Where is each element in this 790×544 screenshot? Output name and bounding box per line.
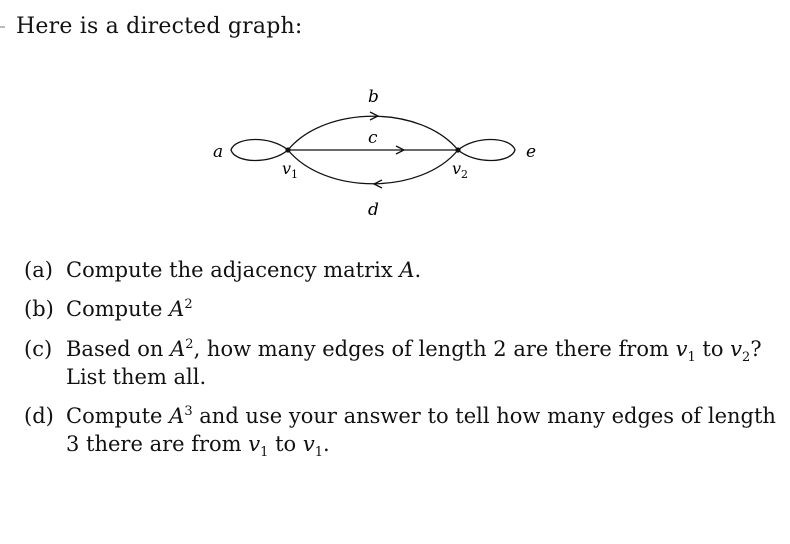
vertex-v1 xyxy=(285,147,290,152)
question-c-line2: List them all. xyxy=(66,365,207,389)
edge-label-d: d xyxy=(368,200,379,220)
question-d-label: (d) xyxy=(24,404,54,428)
edge-a-loop xyxy=(231,139,288,160)
edge-d xyxy=(288,150,458,184)
question-b: (b) Compute $A^2$ xyxy=(24,297,193,321)
edge-label-b: b xyxy=(368,87,379,107)
vertex-label-v2: $v_2$ xyxy=(452,159,469,181)
question-c-label: (c) xyxy=(24,337,53,361)
vertex-label-v1: $v_1$ xyxy=(282,159,299,181)
intro-text: Here is a directed graph: xyxy=(16,14,303,39)
question-d-line2: 3 there are from $v_1$ to $v_1$. xyxy=(66,432,330,461)
page-edge-mark xyxy=(0,26,5,28)
vertex-v2 xyxy=(455,147,460,152)
question-c: (c) Based on $A^2$, how many edges of length 2 are there from $v_1$ to $v_2$? List them all. xyxy=(24,337,762,389)
edge-e-loop xyxy=(458,139,515,160)
edge-label-c: c xyxy=(368,128,378,148)
question-a: (a) Compute the adjacency matrix A. xyxy=(24,258,422,282)
question-d: (d) Compute $A^3$ and use your answer to tell how many edges of length 3 there are from $v_1$ to $v_1$. xyxy=(24,404,776,461)
question-a-label: (a) xyxy=(24,258,53,282)
edge-label-e: e xyxy=(526,142,537,162)
directed-graph xyxy=(200,75,560,230)
edge-label-a: a xyxy=(213,142,224,162)
question-b-label: (b) xyxy=(24,297,54,321)
